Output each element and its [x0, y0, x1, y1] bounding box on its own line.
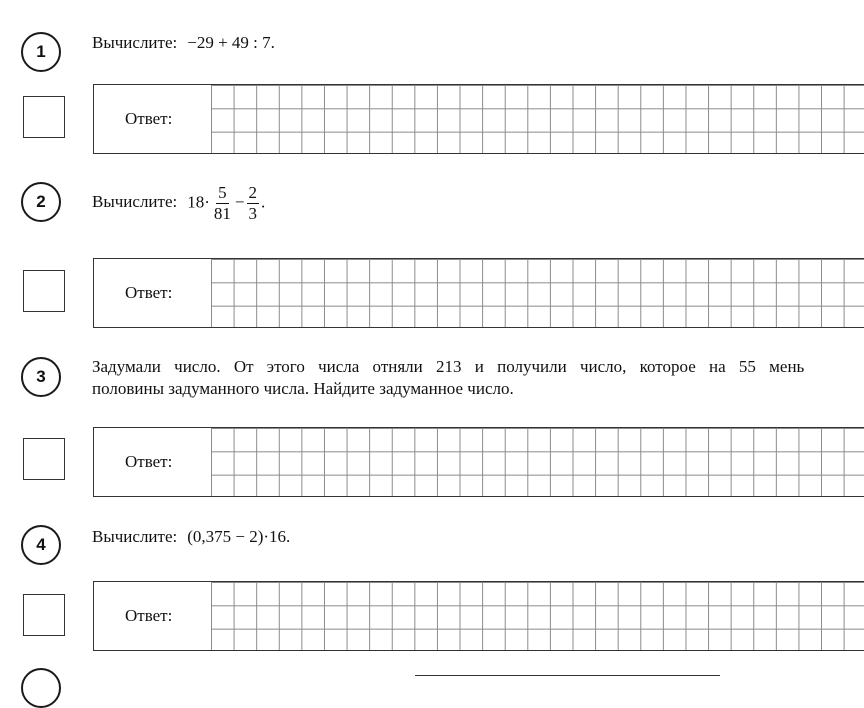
expression-suffix: . — [261, 192, 266, 212]
answer-box — [93, 427, 864, 497]
expression-prefix: 18· — [187, 192, 210, 212]
numerator: 2 — [248, 183, 257, 202]
task-number-badge: 2 — [21, 182, 61, 222]
answer-label: Ответ: — [125, 452, 173, 471]
answer-label: Ответ: — [125, 109, 173, 128]
answer-box — [93, 581, 864, 651]
divider-line — [415, 675, 720, 676]
next-task-number-badge — [21, 668, 61, 708]
minus-sign: − — [234, 192, 245, 212]
question-label: Вычислите: — [92, 527, 178, 546]
answer-box — [93, 258, 864, 328]
answer-grid[interactable] — [211, 428, 864, 496]
score-checkbox[interactable] — [23, 438, 65, 480]
task-number-badge: 1 — [21, 32, 61, 72]
answer-box — [93, 84, 864, 154]
numerator: 5 — [218, 183, 227, 202]
question-label: Вычислите: — [92, 192, 178, 212]
answer-grid[interactable] — [211, 85, 864, 153]
question-line-2: половины задуманного числа. Найдите задуманное число. — [92, 379, 514, 398]
task-number-badge: 4 — [21, 525, 61, 565]
score-checkbox[interactable] — [23, 594, 65, 636]
task-question — [92, 183, 265, 224]
question-label: Вычислите: — [92, 33, 178, 52]
answer-grid[interactable] — [211, 259, 864, 327]
task-question — [92, 527, 290, 547]
task-question — [92, 356, 864, 400]
task-question — [92, 33, 275, 53]
answer-grid[interactable] — [211, 582, 864, 650]
fraction-1 — [212, 183, 233, 224]
math-expression: −29 + 49 : 7. — [187, 33, 275, 52]
fraction-2 — [247, 183, 260, 224]
denominator: 3 — [248, 204, 257, 223]
score-checkbox[interactable] — [23, 270, 65, 312]
math-expression: (0,375 − 2)·16. — [187, 527, 291, 546]
answer-label: Ответ: — [125, 606, 173, 625]
answer-label: Ответ: — [125, 283, 173, 302]
denominator: 81 — [213, 204, 231, 223]
question-line-1: Задумали число. От этого числа отняли 213 и получили число, которое на 55 мень — [92, 357, 805, 376]
task-number-badge: 3 — [21, 357, 61, 397]
score-checkbox[interactable] — [23, 96, 65, 138]
